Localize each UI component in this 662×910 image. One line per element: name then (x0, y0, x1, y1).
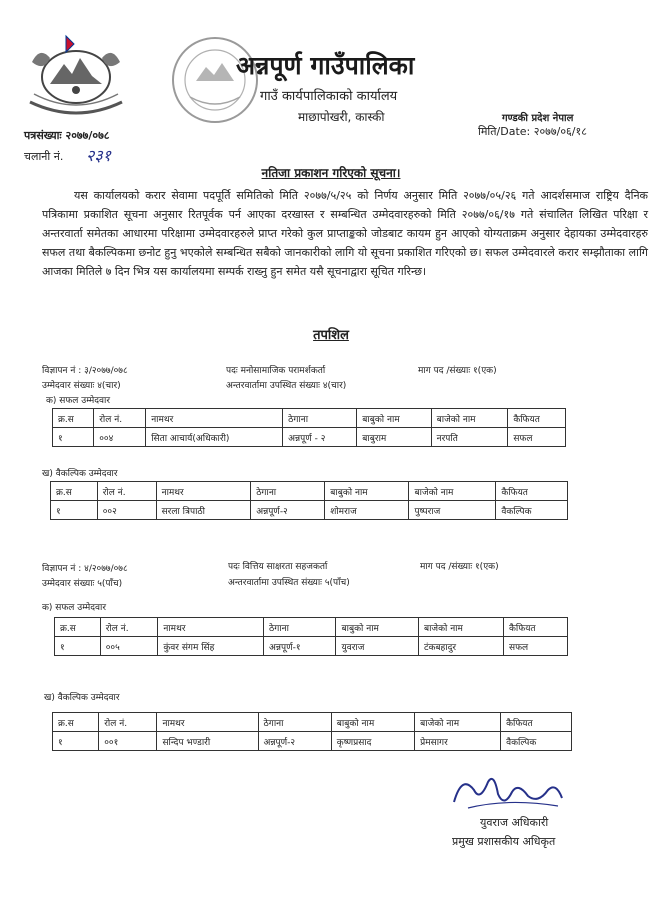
table-cell: वैकल्पिक (496, 501, 568, 520)
header-cell: रोल नं. (94, 409, 146, 428)
table-row (55, 637, 568, 656)
header-cell: नामथर (158, 618, 264, 637)
header-cell: नामथर (156, 482, 251, 501)
interview-count: अन्तरवार्तामा उपस्थित संख्याः ५(पाँच) (228, 578, 350, 588)
table-cell: कुंवर संगम सिंह (158, 637, 264, 656)
table-cell: बाबुराम (357, 428, 431, 447)
header-cell: रोल नं. (100, 618, 158, 637)
signatory-designation: प्रमुख प्रशासकीय अधिकृत (452, 835, 556, 848)
table-header-row (55, 618, 568, 637)
header-cell: क्र.स (53, 713, 99, 732)
alternate-table (50, 481, 568, 520)
details-heading: तपशिल (313, 328, 349, 343)
post-name: पदः वित्तिय साक्षरता सहजकर्ता (228, 562, 328, 572)
header-cell: क्र.स (53, 409, 94, 428)
header-cell: ठेगाना (251, 482, 325, 501)
table-cell: कृष्णप्रसाद (331, 732, 414, 751)
table-cell: नरपति (431, 428, 508, 447)
header-cell: कैफियत (496, 482, 568, 501)
alternate-heading: ख) वैकल्पिक उम्मेदवार (42, 469, 118, 479)
nepal-emblem-icon (20, 32, 132, 124)
table-cell: १ (53, 428, 94, 447)
table-cell: शोमराज (325, 501, 409, 520)
table-cell: सिता आचार्य(अधिकारी) (146, 428, 283, 447)
table-cell: १ (51, 501, 98, 520)
applicant-count: उम्मेदवार संख्याः ५(पाँच) (42, 579, 123, 589)
table-cell: युवराज (336, 637, 418, 656)
reference-number: पत्रसंख्याः २०७७/०७८ (24, 129, 110, 142)
post-name: पदः मनोसामाजिक परामर्शकर्ता (226, 366, 326, 376)
demand-count: माग पद /संख्याः १(एक) (418, 366, 497, 376)
dispatch-label: चलानी नं. (24, 150, 64, 163)
letter-date: मिति/Date: २०७७/०६/१८ (478, 125, 587, 138)
ad-number: विज्ञापन नं : ३/२०७७/०७८ (42, 366, 128, 376)
ad-number: विज्ञापन नं : ४/२०७७/०७८ (42, 564, 128, 574)
header-cell: कैफियत (504, 618, 568, 637)
table-cell: पुष्पराज (409, 501, 496, 520)
alternate-table (52, 712, 572, 751)
header-cell: ठेगाना (258, 713, 331, 732)
table-cell: ००५ (100, 637, 158, 656)
table-cell: प्रेमसागर (415, 732, 501, 751)
signatory-name: युवराज अधिकारी (480, 816, 549, 829)
table-header-row (53, 713, 572, 732)
header-cell: ठेगाना (283, 409, 357, 428)
table-cell: अन्नपूर्ण-२ (258, 732, 331, 751)
table-cell: ००४ (94, 428, 146, 447)
table-header-row (51, 482, 568, 501)
notice-body (42, 186, 648, 281)
header-cell: बाबुको नाम (336, 618, 418, 637)
table-cell: सफल (508, 428, 566, 447)
success-table (54, 617, 568, 656)
table-cell: १ (53, 732, 99, 751)
header-cell: बाबुको नाम (325, 482, 409, 501)
table-cell: वैकल्पिक (501, 732, 572, 751)
table-cell: ००२ (97, 501, 156, 520)
header-cell: बाजेको नाम (415, 713, 501, 732)
dispatch-number: २३१ (86, 146, 111, 165)
table-cell: सन्दिप भण्डारी (157, 732, 258, 751)
header-cell: रोल नं. (99, 713, 157, 732)
table-cell: १ (55, 637, 101, 656)
header-cell: क्र.स (51, 482, 98, 501)
table-cell: अन्नपूर्ण - २ (283, 428, 357, 447)
table-header-row (53, 409, 566, 428)
table-row (53, 732, 572, 751)
success-heading: क) सफल उम्मेदवार (46, 396, 111, 406)
table-row (51, 501, 568, 520)
province-label: गण्डकी प्रदेश नेपाल (502, 113, 574, 124)
demand-count: माग पद /संख्याः १(एक) (420, 562, 499, 572)
success-table (52, 408, 566, 447)
header-cell: नामथर (146, 409, 283, 428)
header-cell: रोल नं. (97, 482, 156, 501)
table-cell: सरला त्रिपाठी (156, 501, 251, 520)
table-cell: ००१ (99, 732, 157, 751)
table-cell: सफल (504, 637, 568, 656)
header-cell: कैफियत (501, 713, 572, 732)
header-cell: बाजेको नाम (431, 409, 508, 428)
applicant-count: उम्मेदवार संख्याः ४(चार) (42, 381, 121, 391)
alternate-heading: ख) वैकल्पिक उम्मेदवार (44, 693, 120, 703)
header-cell: बाजेको नाम (409, 482, 496, 501)
success-heading: क) सफल उम्मेदवार (42, 603, 107, 613)
notice-subject: नतिजा प्रकाशन गरिएको सूचना। (261, 166, 401, 180)
office-name: गाउँ कार्यपालिकाको कार्यालय (260, 89, 398, 104)
table-cell: अन्नपूर्ण-२ (251, 501, 325, 520)
table-cell: अन्नपूर्ण-१ (264, 637, 336, 656)
header-cell: क्र.स (55, 618, 101, 637)
header-cell: ठेगाना (264, 618, 336, 637)
header-cell: बाबुको नाम (357, 409, 431, 428)
interview-count: अन्तरवार्तामा उपस्थित संख्याः ४(चार) (226, 381, 347, 391)
signature-icon (448, 768, 568, 814)
office-address: माछापोखरी, कास्की (298, 110, 385, 124)
header-cell: कैफियत (508, 409, 566, 428)
header-cell: बाजेको नाम (418, 618, 503, 637)
table-row (53, 428, 566, 447)
notice-paragraph: यस कार्यालयको करार सेवामा पदपूर्ति समितिको मिति २०७७/५/२५ को निर्णय अनुसार मिति २०७७/०५/२६ गते आदर्शसमाज राष्ट्रिय दैनिक पत्रिकामा प्रकाशित सूचना अनुसार रितपूर्वक पर्न आएका दरखास्त र सम्बन्धित उम्मेदवारहरुको मिति २०७७/०६/१७ गते संचालित लिखित परिक्षा र अन्तरवार्ता समेतका आधारमा परिक्षामा उम्मेदवारहरुले प्राप्त गरेको कुल प्राप्ताङ्कको जोडबाट कायम हुन आएको योग्यताक्रम अनुसार देहायका उम्मेदवारहरु सफल तथा बैकल्पिकमा छनोट हुनु भएकोले सम्बन्धित सबैको जानकारीको लागि यो सूचना प्रकाशित गरिएको छ। सफल उम्मेदवारले करार सम्झौताका लागि आजका मितिले ७ दिन भित्र यस कार्यालयमा सम्पर्क राख्नु हुन समेत यसै सूचनाद्वारा सूचित गरिन्छ। (42, 189, 648, 278)
org-title: अन्नपूर्ण गाउँपालिका (236, 51, 415, 80)
header-cell: बाबुको नाम (331, 713, 414, 732)
table-cell: टंकबहादुर (418, 637, 503, 656)
header-cell: नामथर (157, 713, 258, 732)
